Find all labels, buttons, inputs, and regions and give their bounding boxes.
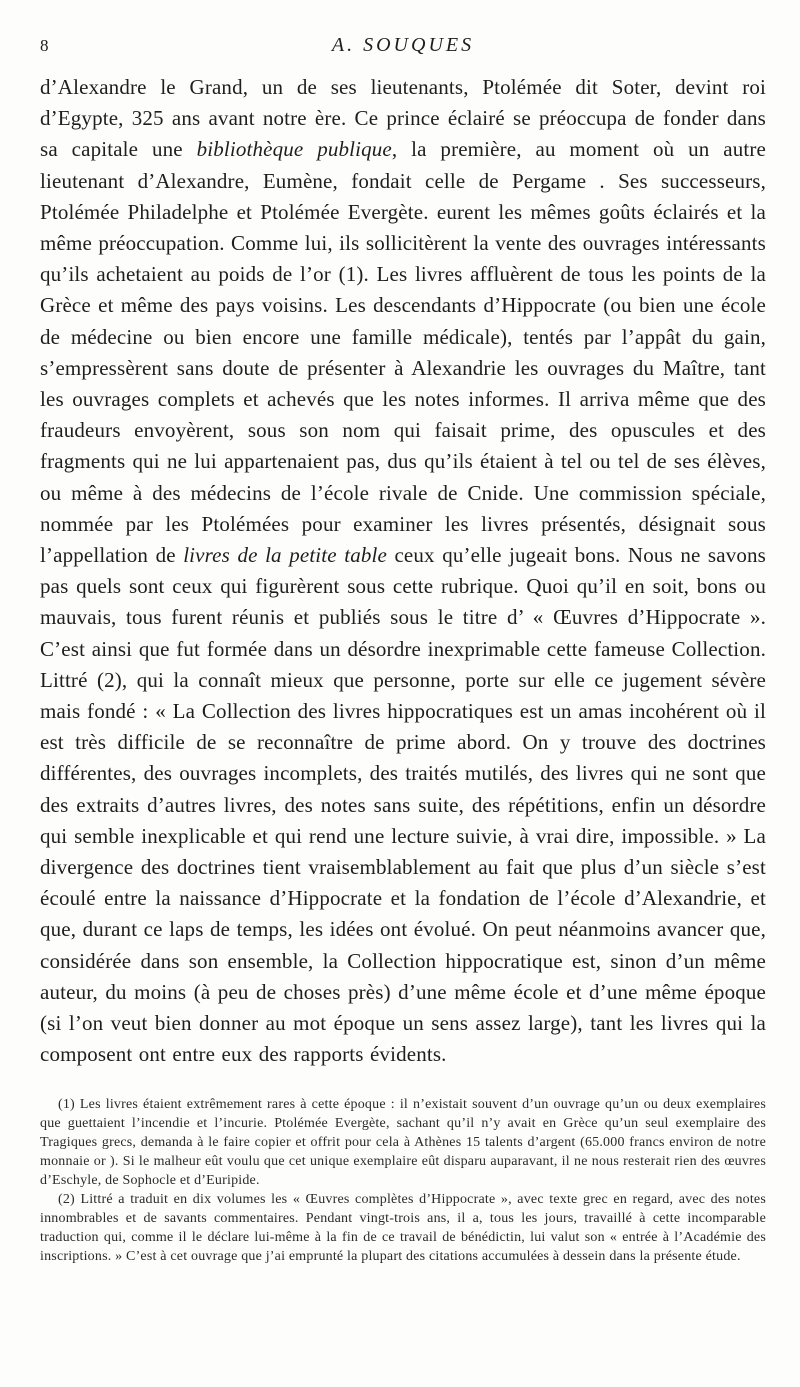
- page-header: [40, 28, 766, 72]
- footnote-2: (2) Littré a traduit en dix volumes les « Œuvres complètes d’Hippocrate », avec texte grec en regard, avec des notes innombrables et de savants commentaires. Pendant vingt-trois ans, il a, tous les jours, travaillé à cette incomparable traduction qui, comme il le déclare lui-même à la fin de ce travail de bénédictin, lui valut son « entrée à l’Académie des inscriptions. » C’est à cet ouvrage que j’ai emprunté la plupart des citations accumulées à dessein dans la présente étude.: [40, 1191, 766, 1264]
- page-number: 8: [40, 36, 50, 55]
- body-text-segment-3: ceux qu’elle jugeait bons. Nous ne savons pas quels sont ceux qui figurèrent sous cette rubrique. Quoi qu’il en soit, bons ou mauvais, tous furent réunis et publiés sous le titre d’ « Œuvres d’Hippocrate ». C’est ainsi que fut formée dans un désordre inexprimable cette fameuse Collection. Littré (2), qui la connaît mieux que personne, porte sur elle ce jugement sévère mais fondé : « La Collection des livres hippocratiques est un amas incohérent où il est très difficile de se reconnaître de prime abord. On y trouve des doctrines différentes, des ouvrages incomplets, des traités mutilés, des livres qui ne sont que des extraits d’autres livres, des notes sans suite, des répétitions, enfin un désordre qui semble inexplicable et qui rend une lecture suivie, à vrai dire, impossible. » La divergence des doctrines tient vraisemblablement au fait que plus d’un siècle s’est écoulé entre la naissance d’Hippocrate et la fondation de l’école d’Alexandrie, et que, durant ce laps de temps, les idées ont évolué. On peut néanmoins avancer que, considérée dans son ensemble, la Collection hippocratique est, sinon d’un même auteur, du moins (à peu de choses près) d’une même école et d’une même époque (si l’on veut bien donner au mot époque un sens assez large), tant les livres qui la composent ont entre eux des rapports évidents.: [40, 543, 766, 1067]
- emphasis-bibliotheque: bibliothèque publique: [196, 137, 392, 162]
- running-head: A. SOUQUES: [331, 34, 475, 56]
- footnote-1: (1) Les livres étaient extrêmement rares à cette époque : il n’existait souvent d’un ouvrage qu’un ou deux exemplaires que guettaient l’incendie et l’incurie. Ptolémée Evergète, sachant qu’il n’y avait en Grèce qu’un seul exemplaire des Tragiques grecs, demanda à le faire copier et offrit pour cela à Athènes 15 talents d’argent (65.000 francs environ de notre monnaie or ). Si le malheur eût voulu que cet unique exemplaire eût disparu auparavant, il ne nous resterait rien des œuvres d’Eschyle, de Sophocle et d’Euripide.: [40, 1096, 766, 1188]
- body-text-segment-1: d’Alexandre le Grand, un de ses lieutenants, Ptolémée dit Soter, devint roi d’Egypte, 325 ans avant notre ère. Ce prince éclairé se préoccupa de fonder dans sa capitale une: [40, 75, 766, 162]
- footnotes: [40, 1095, 766, 1266]
- main-text: [40, 72, 766, 1071]
- body-text-segment-2: , la première, au moment où un autre lieutenant d’Alexandre, Eumène, fondait celle de Pergame . Ses successeurs, Ptolémée Philadelphe et Ptolémée Evergète. eurent les mêmes goûts éclairés et la même préoccupation. Comme lui, ils sollicitèrent la vente des ouvrages intéressants qu’ils achetaient au poids de l’or (1). Les livres affluèrent de tous les points de la Grèce et même des pays voisins. Les descendants d’Hippocrate (ou bien une école de médecine ou bien encore une famille médicale), tentés par l’appât du gain, s’empressèrent sans doute de présenter à Alexandrie les ouvrages du Maître, tant les ouvrages complets et achevés que les notes informes. Il arriva même que des fraudeurs envoyèrent, sous son nom qui faisait prime, des opuscules et des fragments qui ne lui appartenaient pas, dus qu’ils étaient à tel ou tel de ses élèves, ou même à des médecins de l’école rivale de Cnide. Une commission spéciale, nommée par les Ptolémées pour examiner les livres présentés, désignait sous l’appellation de: [40, 137, 766, 568]
- emphasis-petite-table: livres de la petite table: [183, 543, 387, 568]
- body-paragraph: [40, 72, 766, 1071]
